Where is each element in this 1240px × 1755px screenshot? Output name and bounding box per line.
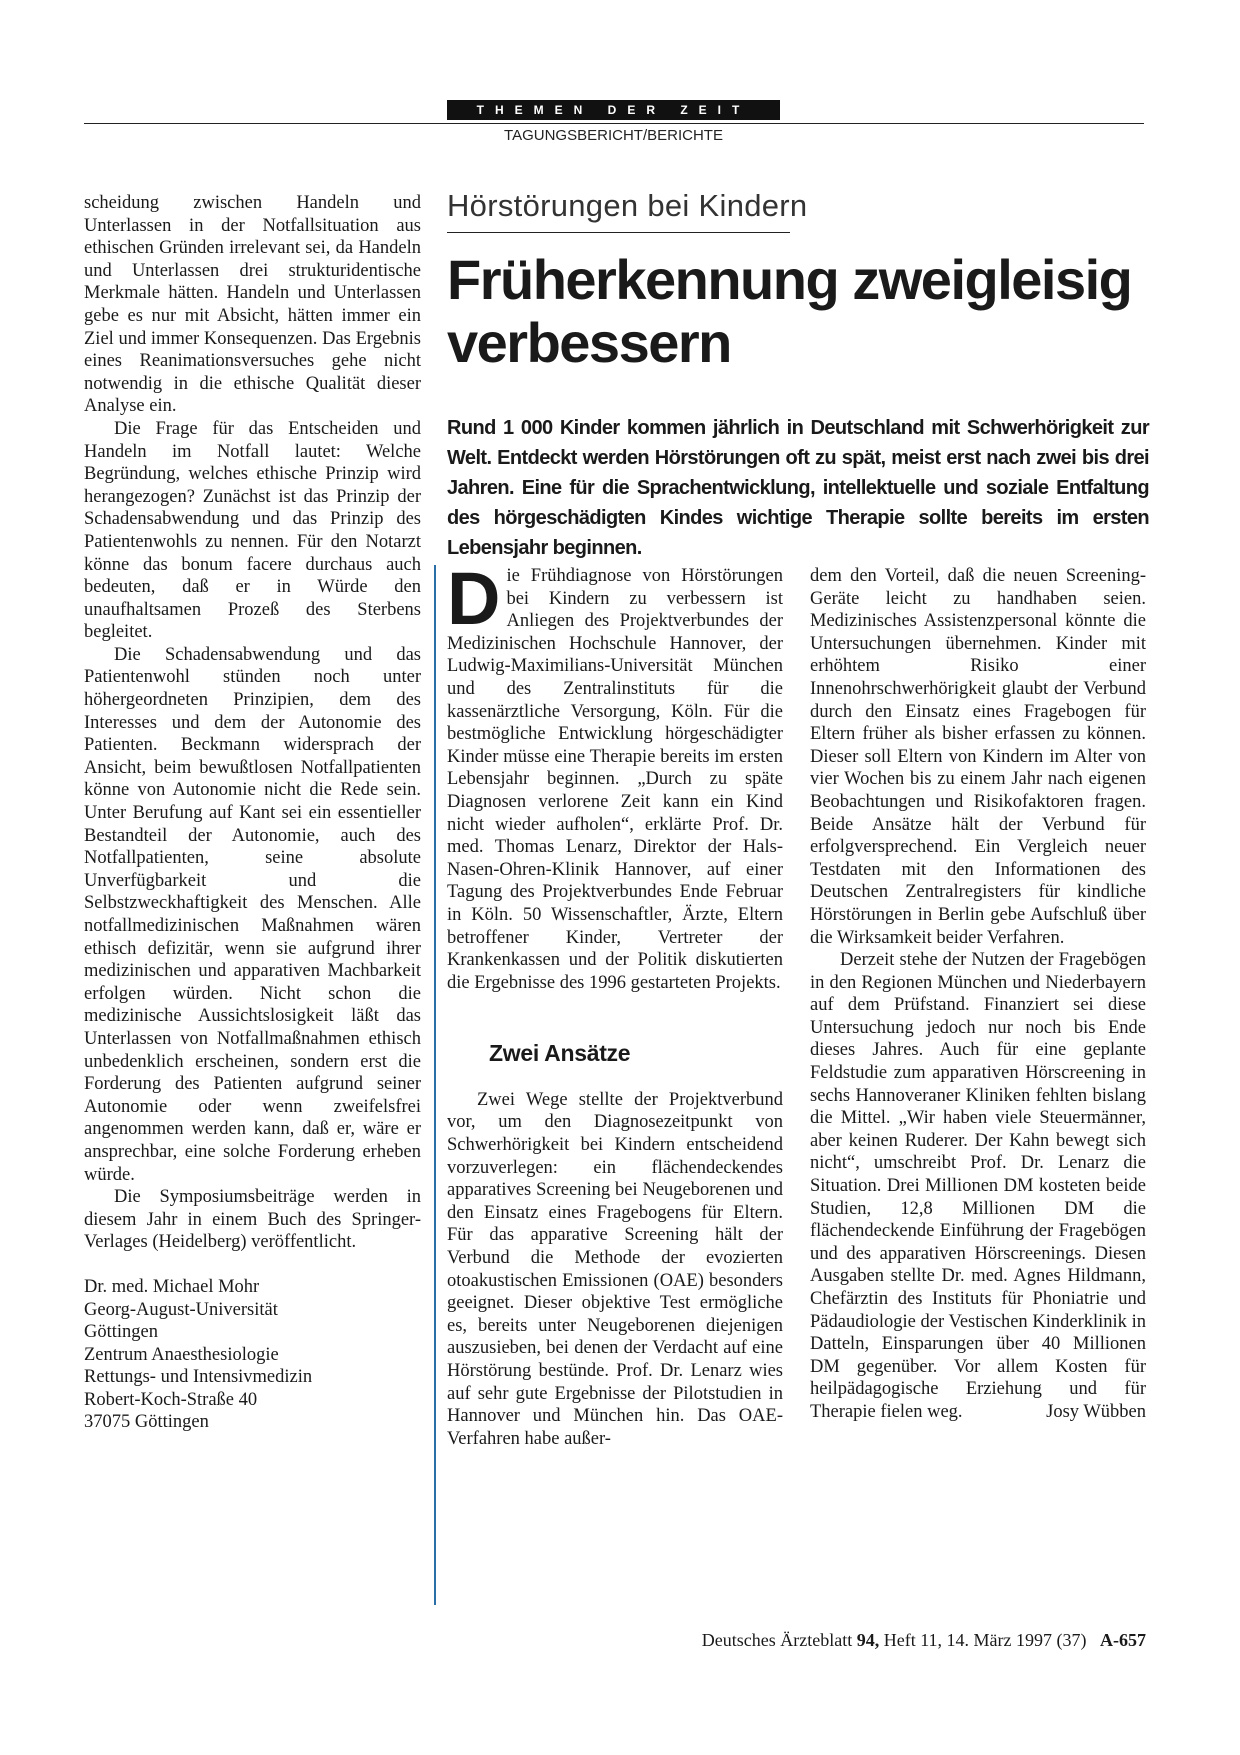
journal-issue: Heft 11, 14. März 1997 (37) — [883, 1630, 1087, 1650]
middle-paragraph-2: Zwei Wege stellte der Projektverbund vor, um den Diagnosezeitpunkt von Schwerhörigkeit bei Kindern entscheidend vorzuverlegen: ein flächendeckendes apparatives Screening bei Neugeborenen und den Einsatz eines Fragebogens für Eltern. Für das apparative Screening hält der Verbund die Methode der evozierten otoakustischen Emissionen (OAE) besonders geeignet. Dieser objektive Test ermögliche es, bereits unter Neugeborenen diejenigen auszusieben, bei denen der Verdacht auf eine Hörstörung bestünde. Prof. Dr. Lenarz wies auf sehr gute Ergebnisse der Pilotstudien in Hannover und München hin. Das OAE-Verfahren habe außer- — [447, 1089, 783, 1449]
article-title: Früherkennung zweigleisig verbessern — [447, 248, 1132, 374]
address-line: Dr. med. Michael Mohr — [84, 1276, 260, 1297]
address-line: 37075 Göttingen — [84, 1412, 209, 1433]
left-paragraph-3: Die Schadensabwendung und das Patientenwohl stünden noch unter höhergeordneten Prinzipien, dem des Interesses und dem der Autonomie des Patienten. Beckmann widersprach der Ansicht, beim bewußtlosen Notfallpatienten könne von Autonomie nicht die Rede sein. Unter Berufung auf Kant sei ein essentieller Bestandteil der Autonomie, auch des Notfallpatienten, seine absolute Unverfügbarkeit und die Selbstzweckhaftigkeit des Menschen. Alle notfallmedizinischen Maßnahmen wären ethisch defizitär, wenn sie aufgrund ihrer medizinischen und apparativen Machbarkeit erfolgen würden. Nicht schon die medizinische Aussichtslosigkeit läßt das Unterlassen von Notfallmaßnahmen ethisch unbedenklich erscheinen, sondern erst die Forderung des Patienten aufgrund seiner Autonomie oder wenn zweifelsfrei angenommen werden kann, daß er, wäre er ansprechbar, eine solche Forderung erheben würde. — [84, 644, 421, 1185]
right-paragraph-1: dem den Vorteil, daß die neuen Screening-Geräte leicht zu handhaben seien. Medizinisches Assistenzpersonal könnte die Untersuchungen übernehmen. Kinder mit erhöhtem Risiko einer Innenohrschwerhörigkeit glaubt der Verbund durch den Einsatz eines Fragebogen für Eltern früher als bisher erfassen zu können. Dieser soll Eltern von Kindern im Alter von vier Wochen bis zu einem Jahr nach eigenen Beobachtungen und Risikofaktoren fragen. Beide Ansätze hält der Verbund für erfolgversprechend. Ein Vergleich neuer Testdaten mit den Informationen des Deutschen Zentralregisters für kindliche Hörstörungen in Berlin gebe Aufschluß über die Wirksamkeit beider Verfahren. — [810, 566, 1146, 948]
intro-text: ie Frühdiagnose von Hörstörungen bei Kindern zu verbessern ist Anliegen des Projektverbundes der Medizinischen Hochschule Hannover, der Ludwig-Maximilians-Universität München und des Zentralinstituts für die kassenärztliche Versorgung, Köln. Für die bestmögliche Entwicklung hörgeschädigter Kinder müsse eine Therapie bereits im ersten Lebensjahr beginnen. „Durch zu späte Diagnosen verlorene Zeit kann ein Kind nicht wieder aufholen“, erklärte Prof. Dr. med. Thomas Lenarz, Direktor der Hals-Nasen-Ohren-Klinik Hannover, auf einer Tagung des Projektverbundes Ende Februar in Köln. 50 Wissenschaftler, Ärzte, Eltern betroffener Kinder, Vertreter der Krankenkassen und der Politik diskutierten die Ergebnisse des 1996 gestarteten Projekts. — [447, 566, 783, 993]
left-paragraph-1: scheidung zwischen Handeln und Unterlassen in der Notfallsituation aus ethischen Gründen irrelevant sei, da Handeln und Unterlassen drei strukturidentische Merkmale hätten. Handeln und Unterlassen gebe es nur mit Absicht, hätten immer ein Ziel und immer Konsequenzen. Das Ergebnis eines Reanimationsversuches gehe nicht notwendig in die ethische Qualität dieser Analyse ein. — [84, 193, 421, 417]
subsection-label: TAGUNGSBERICHT/BERICHTE — [504, 127, 723, 144]
journal-name: Deutsches Ärzteblatt — [701, 1630, 853, 1650]
header-rule — [84, 123, 1144, 124]
article-overline: Hörstörungen bei Kindern — [447, 188, 808, 223]
article-author: Josy Wübben — [1046, 1401, 1146, 1422]
intro-paragraph — [447, 557, 783, 994]
column-divider — [434, 565, 436, 1605]
right-paragraph-2-text: Derzeit stehe der Nutzen der Fragebögen in den Regionen München und Niederbayern auf dem Prüfstand. Finanziert sei diese Untersuchung jedoch nur noch bis Ende dieses Jahres. Auch für eine geplante Feldstudie zum apparativen Hörscreening in sechs Hannoveraner Kliniken fehlten bislang die Mittel. „Wir haben viele Steuermänner, aber keinen Ruderer. Der Kahn bewegt sich nicht“, umschreibt Prof. Dr. Lenarz die Situation. Drei Millionen DM kosteten beide Studien, 12,8 Millionen DM die flächendeckende Einführung der Fragebögen und des apparativen Hörscreenings. Diesen Ausgaben stellte Dr. med. Agnes Hildmann, Chefärztin des Instituts für Phoniatrie und Pädaudiologie der Vestischen Kinderklinik in Datteln, Einsparungen über 40 Millionen DM gegenüber. Vor allem Kosten für heilpädagogische Erziehung und für Therapie fielen weg. — [810, 950, 1146, 1422]
left-column — [84, 192, 421, 1434]
middle-column — [447, 557, 783, 1450]
right-paragraph-2 — [810, 949, 1146, 1423]
author-address — [84, 1276, 421, 1434]
drop-cap: D — [447, 557, 501, 640]
article-lead: Rund 1 000 Kinder kommen jährlich in Deutschland mit Schwerhörigkeit zur Welt. Entdeckt werden Hörstörungen oft zu spät, meist erst nach zwei bis drei Jahren. Eine für die Sprachentwicklung, intellektuelle und soziale Entfaltung des hörgeschädigten Kindes wichtige Therapie sollte bereits im ersten Lebensjahr beginnen. — [447, 417, 1149, 559]
address-line: Göttingen — [84, 1322, 158, 1343]
page-number: A-657 — [1100, 1630, 1146, 1650]
overline-rule — [447, 232, 790, 233]
left-paragraph-2: Die Frage für das Entscheiden und Handeln im Notfall lautet: Welche Begründung, welches ethische Prinzip wird herangezogen? Zunächst ist das Prinzip der Schadensabwendung und das Prinzip des Patientenwohls zu nennen. Für den Notarzt könne das bonum facere durchaus auch bedeuten, daß er in Würde den unaufhaltsamen Prozeß des Sterbens begleitet. — [84, 418, 421, 643]
subheading: Zwei Ansätze — [489, 1040, 631, 1067]
section-label: THEMEN DER ZEIT — [447, 100, 780, 120]
right-column — [810, 565, 1146, 1424]
address-line: Georg-August-Universität — [84, 1299, 278, 1320]
address-line: Robert-Koch-Straße 40 — [84, 1389, 258, 1410]
address-line: Zentrum Anaesthesiologie — [84, 1344, 279, 1365]
journal-volume: 94, — [856, 1630, 880, 1650]
left-paragraph-4: Die Symposiumsbeiträge werden in diesem Jahr in einem Buch des Springer-Verlages (Heidelberg) veröffentlicht. — [84, 1187, 421, 1253]
page-footer — [600, 1630, 1146, 1651]
address-line: Rettungs- und Intensivmedizin — [84, 1367, 313, 1388]
